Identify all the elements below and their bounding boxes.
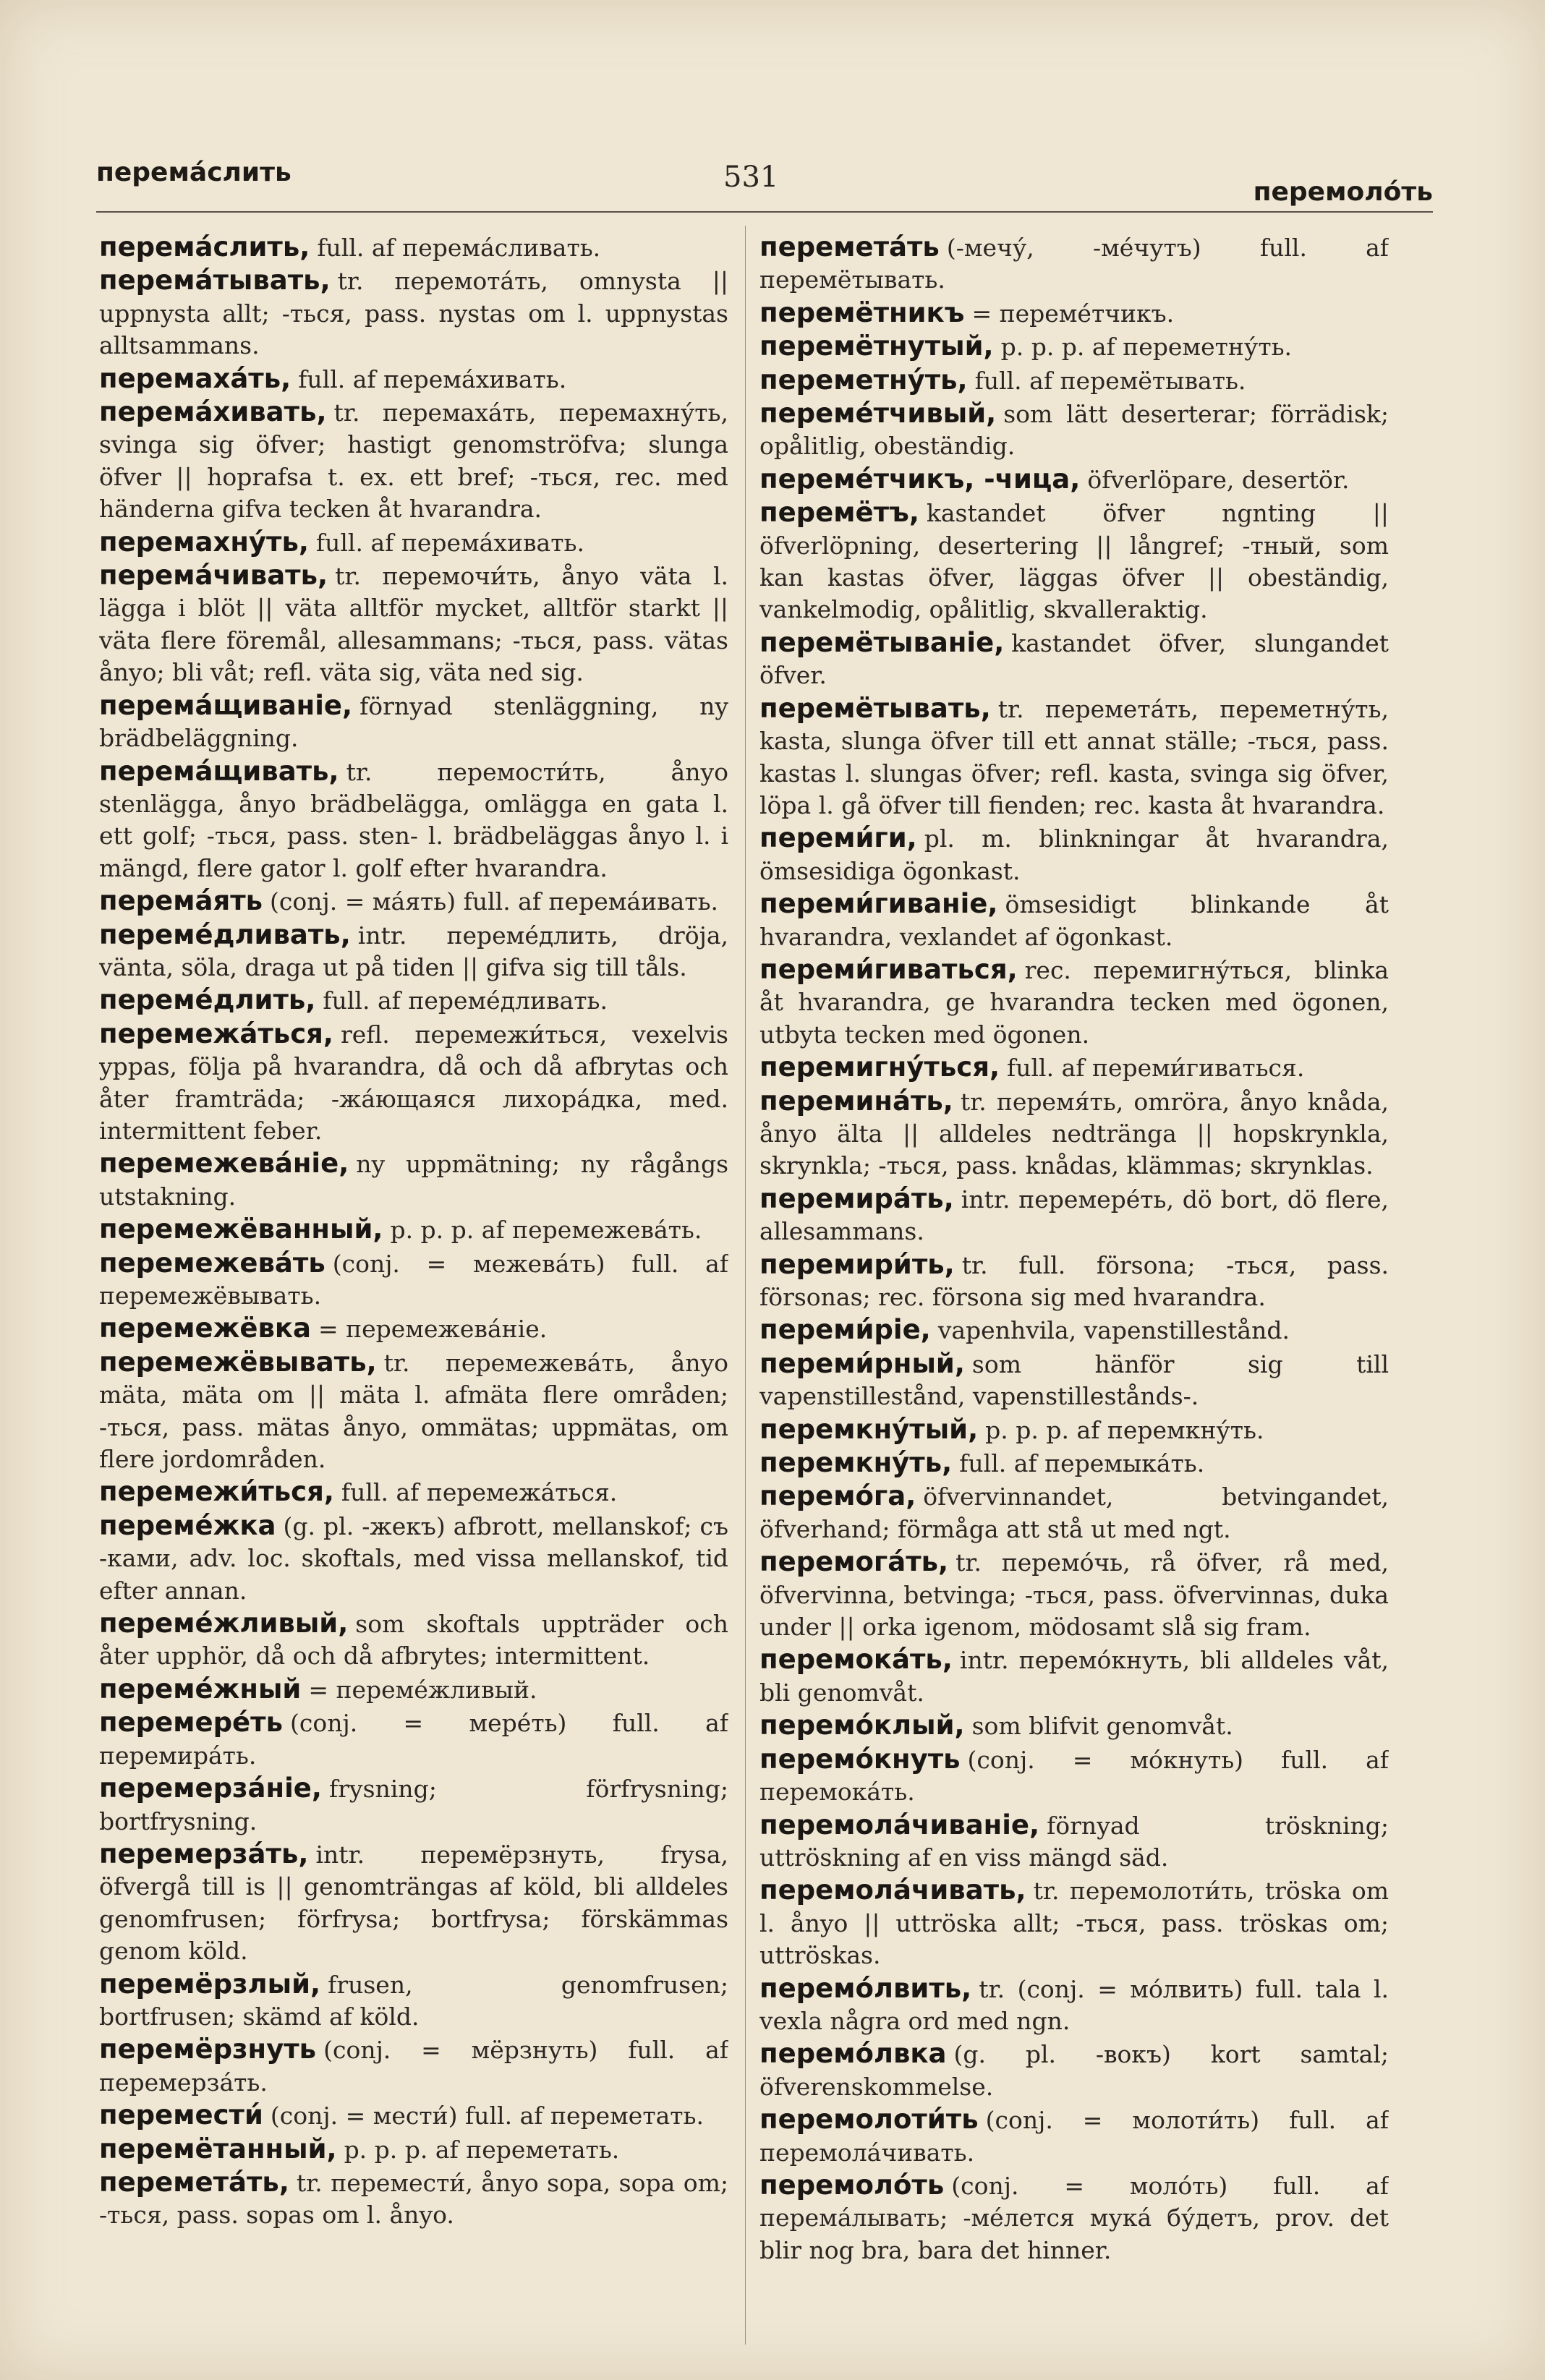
entry-definition: intr. переме́длить, dröja, vänta, söla, draga ut på tiden || gifva sig till tåls. xyxy=(99,921,728,981)
dictionary-entry xyxy=(759,1314,1389,1347)
entry-definition: (conj. = мере́ть) full. af перемира́ть. xyxy=(99,1709,728,1770)
entry-headword: перемерза́ть, xyxy=(99,1838,309,1869)
entry-headword: перемере́ть xyxy=(99,1707,283,1739)
entry-definition: full. af перема́хивать. xyxy=(298,364,567,393)
column-divider xyxy=(745,226,746,2345)
dictionary-entry xyxy=(99,2167,728,2232)
entry-definition: öfvervinnandet, betvingandet, öfverhand; förmåga att stå ut med ngt. xyxy=(759,1483,1389,1543)
entry-headword: переми́гиваться, xyxy=(759,953,1018,985)
left-column xyxy=(99,231,728,2350)
entry-definition: tr. перемолоти́ть, tröska om l. ånyo || uttröska allt; -ться, pass. tröskas om; uttröskas. xyxy=(759,1877,1389,1970)
entry-definition: (conj. = мо́кнуть) full. af перемока́ть. xyxy=(759,1745,1389,1807)
entry-headword: перема́тывать, xyxy=(99,265,331,297)
entry-headword: перемежа́ться, xyxy=(99,1018,333,1049)
dictionary-entry xyxy=(99,231,728,264)
entry-headword: перемкну́ть, xyxy=(759,1447,953,1479)
entry-definition: = переме́жливый. xyxy=(308,1675,537,1704)
dictionary-entry xyxy=(759,1085,1389,1182)
dictionary-entry xyxy=(759,693,1389,822)
entry-definition: tr. full. försona; -ться, pass. försonas; rec. försona sig med hvarandra. xyxy=(759,1250,1389,1311)
dictionary-entry xyxy=(759,364,1389,397)
entry-definition: (conj. = мести́) full. af переметать. xyxy=(270,2102,704,2131)
dictionary-entry xyxy=(759,297,1389,330)
dictionary-entry xyxy=(759,1183,1389,1248)
dictionary-entry xyxy=(759,1710,1389,1742)
entry-definition: intr. перемёрзнуть, frysa, öfvergå till is || genomträngas af köld, bli alldeles genomfrusen; förfrysa; bortfrysa; förskämmas genom köld. xyxy=(99,1840,728,1966)
entry-definition: tr. (conj. = мо́лвить) full. tala l. vexla några ord med ngn. xyxy=(759,1974,1389,2035)
entry-definition: kastandet öfver ngnting || öfverlöpning, desertering || långref; -тный, som kan kastas öfver, läggas öfver || obeständig, vankelmodig, opålitlig, skvalleraktig. xyxy=(759,499,1389,624)
entry-headword: перемигну́ться, xyxy=(759,1052,1000,1083)
entry-definition: full. af перемежа́ться. xyxy=(341,1478,618,1507)
entry-definition: ny uppmätning; ny rågångs utstakning. xyxy=(99,1150,728,1211)
entry-headword: перемога́ть, xyxy=(759,1546,949,1578)
header-rule xyxy=(96,211,1433,213)
dictionary-entry xyxy=(99,1476,728,1509)
entry-definition: intr. перемере́ть, dö bort, dö flere, allesammans. xyxy=(759,1185,1389,1246)
entry-headword: перемира́ть, xyxy=(759,1182,954,1214)
right-column xyxy=(759,231,1389,2350)
dictionary-entry xyxy=(99,756,728,885)
dictionary-entry xyxy=(759,888,1389,953)
entry-definition: frusen, genomfrusen; bortfrusen; skämd af köld. xyxy=(99,1970,728,2031)
entry-headword: перемина́ть, xyxy=(759,1085,953,1117)
entry-definition: tr. перемежева́ть, ånyo mäta, mäta om || mäta l. afmäta flere områden; -ться, pass. mätas ånyo, ommätas; uppmätas, om flere jordområden. xyxy=(99,1348,728,1474)
dictionary-entry xyxy=(759,2104,1389,2169)
entry-headword: перемётанный, xyxy=(99,2133,337,2164)
entry-headword: перема́чивать, xyxy=(99,560,328,592)
entry-definition: som blifvit genomvåt. xyxy=(971,1712,1233,1741)
dictionary-entry xyxy=(759,1249,1389,1314)
dictionary-entry xyxy=(759,1973,1389,2038)
dictionary-entry xyxy=(99,1313,728,1345)
entry-headword: переми́ги, xyxy=(759,822,917,854)
dictionary-entry xyxy=(759,398,1389,463)
dictionary-entry xyxy=(759,1644,1389,1709)
entry-definition: som lätt deserterar; förrädisk; opålitlig, obeständig. xyxy=(759,400,1389,461)
entry-definition: tr. перемаха́ть, перемахну́ть, svinga sig öfver; hastigt genomströfva; slunga öfver || hoprafsa t. ex. ett bref; -ться, rec. med händerna gifva tecken åt hvarandra. xyxy=(99,398,728,524)
entry-definition: full. af переме́дливать. xyxy=(323,986,608,1015)
dictionary-entry xyxy=(759,954,1389,1051)
entry-headword: перемести́ xyxy=(99,2099,263,2131)
dictionary-entry xyxy=(99,1510,728,1607)
dictionary-entry xyxy=(99,2133,728,2166)
entry-headword: перемежёвывать, xyxy=(99,1346,377,1378)
entry-definition: full. af переми́гиваться. xyxy=(1007,1054,1305,1083)
entry-definition: frysning; förfrysning; bortfrysning. xyxy=(99,1775,728,1835)
dictionary-entry xyxy=(99,919,728,984)
dictionary-entry xyxy=(99,1247,728,1313)
entry-definition: (g. pl. -жекъ) afbrott, mellanskof; съ -ками, adv. loc. skoftals, med vissa mellanskof, tid efter annan. xyxy=(99,1511,728,1605)
entry-headword: перемётывать, xyxy=(759,692,991,724)
entry-definition: tr. перемета́ть, переметну́ть, kasta, slunga öfver till ett annat ställe; -ться, pass. kastas l. slungas öfver; refl. kasta, svinga sig öfver, löpa l. gå öfver till fienden; rec. kasta åt hvarandra. xyxy=(759,694,1389,819)
dictionary-entry xyxy=(99,2099,728,2132)
entry-headword: переме́длить, xyxy=(99,984,316,1016)
entry-definition: p. p. p. af перемежева́ть. xyxy=(390,1216,702,1245)
entry-headword: перема́хивать, xyxy=(99,396,327,428)
dictionary-entry xyxy=(99,690,728,755)
entry-definition: tr. перемо́чь, rå öfver, rå med, öfvervinna, betvinga; -ться, pass. öfvervinnas, duka under || orka igenom, mödosamt slå sig fram. xyxy=(759,1548,1389,1642)
dictionary-entry xyxy=(99,1673,728,1706)
dictionary-entry xyxy=(99,984,728,1017)
dictionary-entry xyxy=(759,1348,1389,1413)
dictionary-entry xyxy=(759,2170,1389,2266)
entry-headword: перемока́ть, xyxy=(759,1644,953,1676)
entry-headword: перемётнутый, xyxy=(759,330,994,362)
entry-headword: перемета́ть, xyxy=(99,2166,289,2198)
entry-definition: som skoftals uppträder och åter upphör, då och då afbrytes; intermittent. xyxy=(99,1610,728,1671)
dictionary-entry xyxy=(99,2034,728,2099)
dictionary-entry xyxy=(99,1214,728,1246)
dictionary-entry xyxy=(99,265,728,362)
entry-headword: перемётникъ xyxy=(759,297,965,328)
entry-headword: перемолоти́ть xyxy=(759,2104,979,2136)
entry-definition: (conj. = молоти́ть) full. af перемола́чивать. xyxy=(759,2106,1389,2167)
entry-headword: перемо́клый, xyxy=(759,1710,965,1741)
dictionary-entry xyxy=(759,1874,1389,1971)
entry-definition: full. af перема́сливать. xyxy=(317,234,601,262)
dictionary-entry xyxy=(99,1608,728,1673)
entry-definition: kastandet öfver, slungandet öfver. xyxy=(759,628,1389,690)
dictionary-entry xyxy=(759,497,1389,626)
entry-headword: переме́жка xyxy=(99,1509,276,1541)
entry-headword: перемо́лвка xyxy=(759,2038,947,2070)
entry-headword: перемежёванный, xyxy=(99,1214,383,1245)
entry-definition: p. p. p. af перемкну́ть. xyxy=(985,1415,1264,1444)
entry-headword: перемаха́ть, xyxy=(99,362,291,394)
dictionary-entry xyxy=(99,1838,728,1968)
entry-headword: перема́щивать, xyxy=(99,755,339,787)
entry-headword: перемежёвка xyxy=(99,1313,311,1344)
dictionary-entry xyxy=(759,627,1389,692)
dictionary-entry xyxy=(99,526,728,559)
entry-headword: переми́рiе, xyxy=(759,1314,931,1346)
dictionary-entry xyxy=(99,560,728,689)
entry-definition: p. p. p. af переметну́ть. xyxy=(1000,333,1293,362)
dictionary-entry xyxy=(759,1052,1389,1084)
entry-definition: (conj. = межева́ть) full. af перемежёвывать. xyxy=(99,1249,728,1310)
dictionary-entry xyxy=(759,330,1389,363)
entry-definition: refl. перемежи́ться, vexelvis yppas, följa på hvarandra, då och då afbrytas och åter framträda; -жа́ющаяся лихора́дка, med. intermittent feber. xyxy=(99,1020,728,1145)
entry-headword: перемерза́нiе, xyxy=(99,1773,322,1804)
entry-headword: перемоло́ть xyxy=(759,2169,945,2201)
entry-definition: (conj. = мёрзнуть) full. af перемерза́ть. xyxy=(99,2036,728,2097)
entry-headword: перема́щиванiе, xyxy=(99,689,353,721)
dictionary-entry xyxy=(99,1969,728,2034)
dictionary-entry xyxy=(759,1480,1389,1545)
entry-headword: перемо́кнуть xyxy=(759,1743,961,1775)
dictionary-entry xyxy=(99,885,728,918)
entry-definition: vapenhvila, vapenstillestånd. xyxy=(937,1316,1290,1345)
dictionary-entry xyxy=(99,1018,728,1148)
entry-definition: tr. перемости́ть, ånyo stenlägga, ånyo brädbelägga, omlägga en gata l. ett golf; -ться, pass. sten- l. brädbeläggas ånyo l. i mängd, flere gator l. golf efter hvarandra. xyxy=(99,757,728,882)
entry-headword: перемо́лвить, xyxy=(759,1972,972,2004)
dictionary-entry xyxy=(99,1773,728,1838)
entry-definition: p. p. p. af переметать. xyxy=(344,2135,620,2164)
entry-definition: tr. перемя́ть, omröra, ånyo knåda, ånyo älta || alldeles nedtränga || hopskrynkla, skrynkla; -ться, pass. knådas, klämmas; skrynklas. xyxy=(759,1087,1389,1180)
entry-definition: = перемежева́нiе. xyxy=(318,1315,548,1344)
entry-headword: перемётыванiе, xyxy=(759,626,1005,658)
entry-headword: переми́гиванiе, xyxy=(759,888,998,920)
entry-definition: pl. m. blinkningar åt hvarandra, ömsesidiga ögonkast. xyxy=(759,824,1389,885)
entry-headword: перемкну́тый, xyxy=(759,1413,979,1445)
entry-definition: (g. pl. -вокъ) kort samtal; öfverenskommelse. xyxy=(759,2040,1389,2101)
dictionary-entry xyxy=(759,1744,1389,1809)
dictionary-entry xyxy=(99,1347,728,1476)
entry-definition: full. af перемётывать. xyxy=(974,366,1246,395)
dictionary-entry xyxy=(99,1707,728,1772)
entry-definition: tr. перемести́, ånyo sopa, sopa om; -ться, pass. sopas om l. ånyo. xyxy=(99,2168,728,2230)
entry-definition: öfverlöpare, desertör. xyxy=(1087,465,1350,494)
entry-headword: перемёрзлый, xyxy=(99,1968,321,2000)
entry-headword: переме́тчивый, xyxy=(759,398,997,430)
entry-definition: förnyad tröskning; uttröskning af en viss mängd säd. xyxy=(759,1811,1389,1872)
entry-definition: tr. перемота́ть, omnysta || uppnysta allt; -ться, pass. nystas om l. uppnystas alltsammans. xyxy=(99,267,728,360)
entry-headword: переми́рный, xyxy=(759,1347,965,1379)
entry-headword: переме́жный xyxy=(99,1673,302,1705)
entry-headword: переме́жливый, xyxy=(99,1608,349,1639)
entry-headword: переме́дливать, xyxy=(99,918,351,950)
dictionary-entry xyxy=(99,396,728,526)
entry-definition: rec. перемигну́ться, blinka åt hvarandra, ge hvarandra tecken med ögonen, utbyta tecken med ögonen. xyxy=(759,955,1389,1049)
entry-headword: перемола́чивать, xyxy=(759,1874,1026,1906)
running-head-right: перемоло́ть xyxy=(1253,177,1433,207)
dictionary-entry xyxy=(759,822,1389,887)
entry-headword: перемежева́ть xyxy=(99,1247,325,1279)
dictionary-entry xyxy=(759,1447,1389,1480)
entry-definition: full. af перемыка́ть. xyxy=(959,1449,1205,1478)
entry-headword: перемо́га, xyxy=(759,1480,916,1512)
entry-definition: som hänför sig till vapenstillestånd, vapenstillestånds-. xyxy=(759,1349,1389,1411)
entry-headword: перема́ять xyxy=(99,885,263,917)
dictionary-entry xyxy=(759,1414,1389,1446)
entry-headword: перемежева́нiе, xyxy=(99,1148,349,1180)
entry-headword: перема́слить, xyxy=(99,231,310,263)
dictionary-entry xyxy=(759,1809,1389,1874)
dictionary-entry xyxy=(99,1148,728,1213)
entry-definition: intr. перемо́кнуть, bli alldeles våt, bli genomvåt. xyxy=(759,1646,1389,1707)
dictionary-entry xyxy=(99,363,728,396)
entry-definition: = переме́тчикъ. xyxy=(971,299,1175,328)
entry-definition: tr. перемочи́ть, ånyo väta l. lägga i blöt || väta alltför mycket, alltför starkt || väta flere föremål, allesammans; -ться, pass. vätas ånyo; bli våt; refl. väta sig, väta ned sig. xyxy=(99,562,728,687)
entry-headword: переме́тчикъ, -чица, xyxy=(759,463,1081,495)
entry-definition: full. af перема́хивать. xyxy=(315,528,584,557)
dictionary-entry xyxy=(759,1546,1389,1643)
entry-headword: перемири́ть, xyxy=(759,1248,955,1280)
entry-headword: перемахну́ть, xyxy=(99,526,309,558)
entry-definition: ömsesidigt blinkande åt hvarandra, vexlandet af ögonkast. xyxy=(759,890,1389,951)
entry-definition: (-мечу́, -ме́чутъ) full. af перемётывать. xyxy=(759,234,1389,294)
dictionary-entry xyxy=(759,2038,1389,2103)
entry-headword: перемежи́ться, xyxy=(99,1476,334,1508)
page-number: 531 xyxy=(723,161,779,194)
dictionary-entry xyxy=(759,231,1389,297)
dictionary-entry xyxy=(759,464,1389,496)
entry-definition: (conj. = моло́ть) full. af перема́лывать; -ме́лется мука́ бу́детъ, prov. det blir nog bra, bara det hinner. xyxy=(759,2171,1389,2264)
entry-definition: förnyad stenläggning, ny brädbeläggning. xyxy=(99,691,728,753)
entry-headword: перемета́ть xyxy=(759,231,940,263)
entry-headword: перемёрзнуть xyxy=(99,2034,317,2065)
entry-headword: перемётъ, xyxy=(759,497,919,529)
running-head-left: перема́слить xyxy=(96,158,291,187)
entry-headword: переметну́ть, xyxy=(759,364,968,396)
entry-headword: перемола́чиванiе, xyxy=(759,1809,1040,1841)
entry-definition: (conj. = ма́ять) full. af перема́ивать. xyxy=(270,887,719,916)
